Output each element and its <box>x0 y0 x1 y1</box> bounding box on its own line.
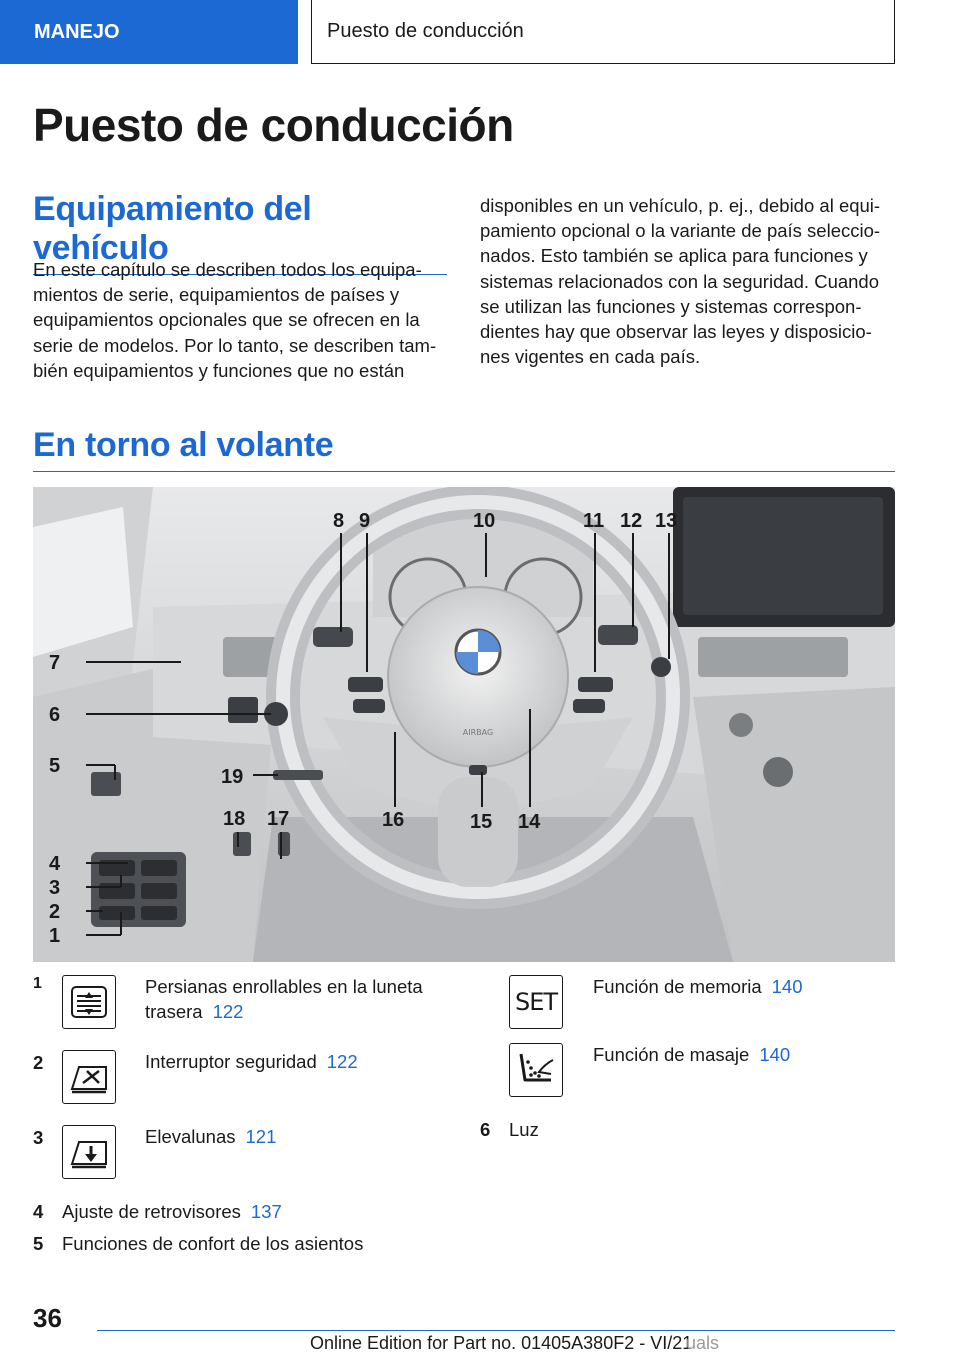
callout-16: 16 <box>382 809 405 831</box>
item-number: 3 <box>33 1127 44 1148</box>
rear-window-blind-icon <box>62 975 116 1029</box>
item-number: 2 <box>33 1052 44 1073</box>
footer-edition-text: Online Edition for Part no. 01405A380F2 - VI/21 <box>310 1333 693 1353</box>
page-ref-link[interactable]: 140 <box>771 976 803 997</box>
header-topic: Puesto de conducción <box>311 0 895 64</box>
wheel-airbag-label: AIRBAG <box>462 728 494 737</box>
item-text: Elevalunas 121 <box>145 1126 277 1147</box>
item-text: Función de memoria 140 <box>593 976 803 997</box>
callout-5: 5 <box>49 755 61 777</box>
cockpit-illustration <box>33 487 895 962</box>
callout-3: 3 <box>49 877 61 899</box>
item-text: Persianas enrollables en la luneta trasera 122 <box>145 976 423 1022</box>
page-ref-link[interactable]: 122 <box>212 1001 244 1022</box>
callout-17: 17 <box>267 808 290 830</box>
callout-15: 15 <box>470 811 493 833</box>
page-ref-link[interactable]: 121 <box>245 1126 277 1147</box>
item-number: 6 <box>480 1119 491 1140</box>
page-ref-link[interactable]: 122 <box>326 1051 358 1072</box>
page-ref-link[interactable]: 137 <box>250 1201 282 1222</box>
callout-18: 18 <box>223 808 246 830</box>
callout-19: 19 <box>221 766 244 788</box>
callout-9: 9 <box>359 510 371 532</box>
callout-8: 8 <box>333 510 345 532</box>
item-number: 5 <box>33 1233 44 1254</box>
header-section-tab: MANEJO <box>0 0 298 64</box>
callout-2: 2 <box>49 901 61 923</box>
callout-13: 13 <box>655 510 678 532</box>
callout-6: 6 <box>49 704 61 726</box>
equipment-text-left: En este capítulo se describen todos los equipamientos de serie, equipamientos de países y equipamientos opcionales que se ofrecen en la serie de modelos. Por lo tanto, se describen también equipamientos y funciones que no están <box>33 259 437 381</box>
memory-set-icon: SET <box>509 975 563 1029</box>
section-title-equipment: Equipamiento del vehículo <box>33 190 447 275</box>
callout-7: 7 <box>49 652 61 674</box>
item-text: Ajuste de retrovisores 137 <box>62 1201 282 1222</box>
equipment-text-right: disponibles en un vehículo, p. ej., debido al equipamiento opcional o la variante de país seleccionados. Esto también se aplica para funciones y sistemas relacionados con la seguridad. Cuando se utilizan las funciones y sistemas correspondientes hay que observar las leyes y disposiciones vigentes en cada país. <box>480 195 881 368</box>
callout-4: 4 <box>49 853 61 875</box>
callout-12: 12 <box>620 510 643 532</box>
item-text: Función de masaje 140 <box>593 1044 791 1065</box>
safety-switch-icon <box>62 1050 116 1104</box>
section-title-steering: En torno al volante <box>33 426 895 472</box>
item-number: 1 <box>33 975 42 992</box>
footer-divider <box>97 1330 895 1331</box>
callout-11: 11 <box>583 510 605 532</box>
item-text: Interruptor seguridad 122 <box>145 1051 358 1072</box>
item-text: Funciones de confort de los asientos <box>62 1233 364 1254</box>
footer-watermark: uals <box>686 1333 720 1353</box>
item-number: 4 <box>33 1201 44 1222</box>
callout-1: 1 <box>49 925 61 947</box>
page-ref-link[interactable]: 140 <box>759 1044 791 1065</box>
callout-14: 14 <box>518 811 541 833</box>
callout-10: 10 <box>473 510 496 532</box>
page-title: Puesto de conducción <box>33 99 514 151</box>
power-window-icon <box>62 1125 116 1179</box>
item-text: Luz <box>509 1119 539 1140</box>
page-number: 36 <box>33 1303 62 1333</box>
massage-icon <box>509 1043 563 1097</box>
